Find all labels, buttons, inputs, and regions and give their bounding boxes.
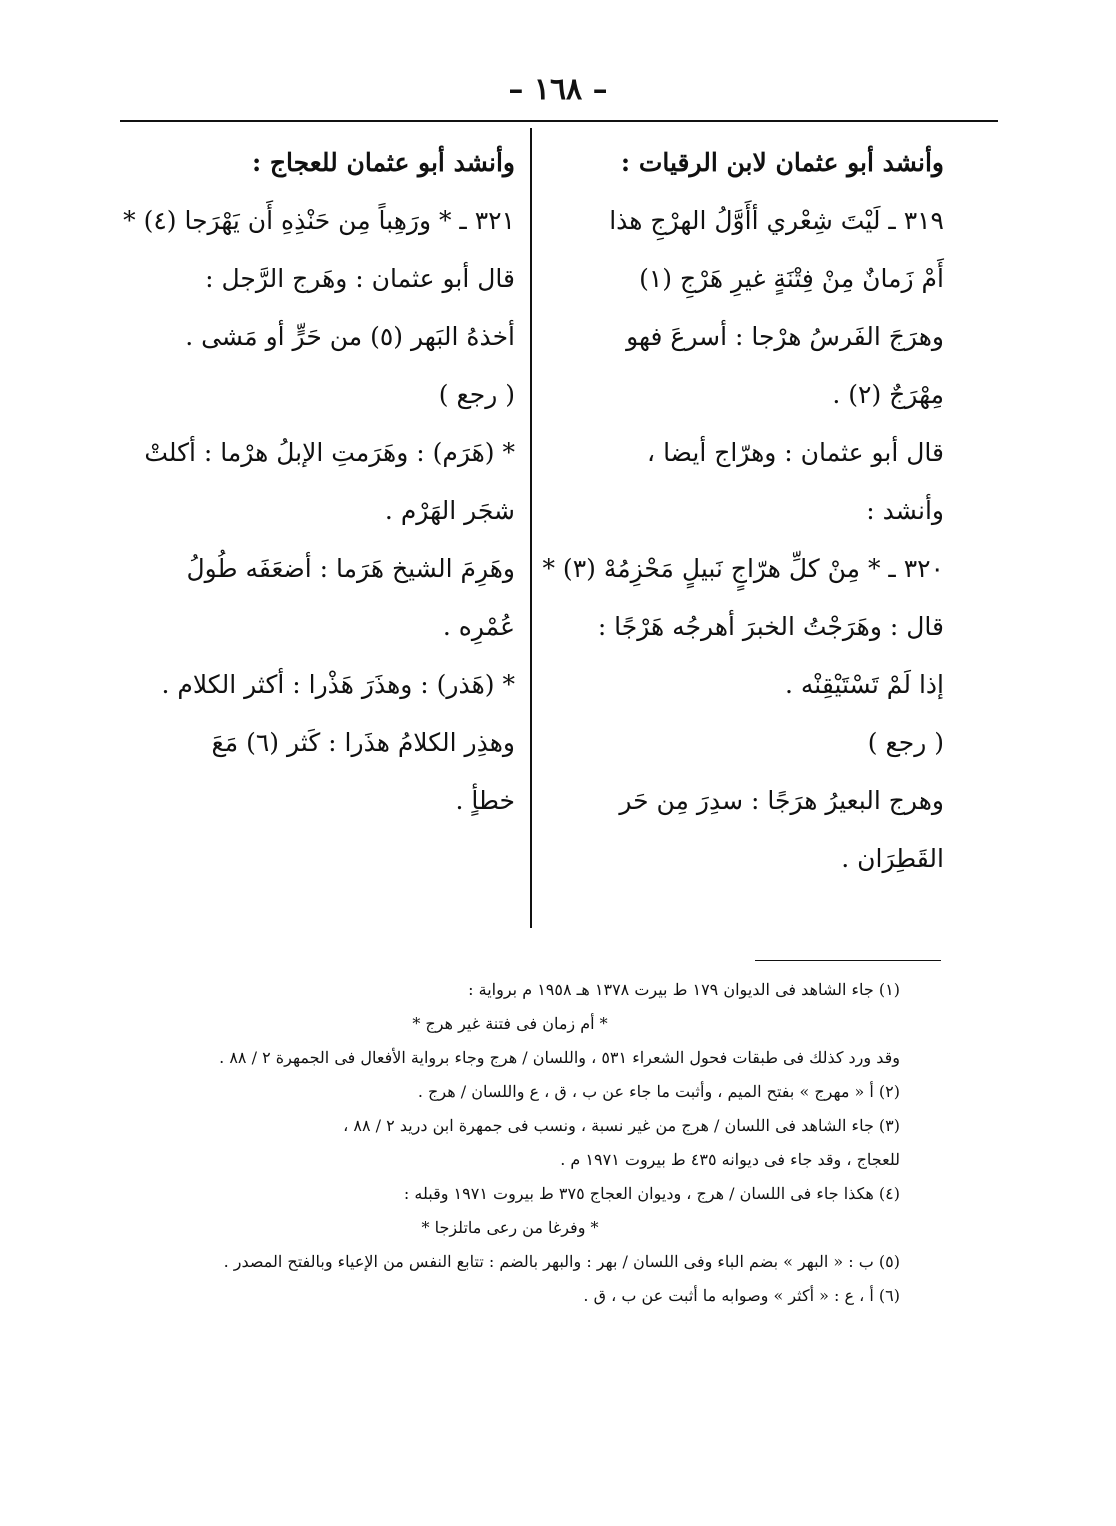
column-divider (530, 128, 532, 928)
text-line: ٣٢٠ ـ * مِنْ كلِّ هرّاجٍ نَبيلٍ مَحْزِمُهْ (٣) * (542, 554, 944, 583)
text-line: قال : وهَرَجْتُ الخبرَ أهرجُه هَرْجًا : (597, 612, 944, 641)
page-number: – ١٦٨ – (508, 72, 608, 107)
footnote: للعجاج ، وقد جاء فى ديوانه ٤٣٥ ط بيروت ١٩٧١ م . (560, 1150, 900, 1169)
text-line: أَمْ زَمانٌ مِنْ فِتْنَةٍ غيرِ هَرْجِ (١) (639, 264, 944, 293)
text-line: عُمْرِه . (442, 612, 515, 641)
footnote: * أم زمان فى فتنة غير هرج * (412, 1014, 608, 1033)
footnote: (٤) هكذا جاء فى اللسان / هرج ، وديوان العجاج ٣٧٥ ط بيروت ١٩٧١ وقبله : (403, 1184, 900, 1203)
text-line: خطأٍ . (455, 786, 515, 815)
header-rule (120, 120, 998, 122)
footnote: (٢) أ « مهرج » بفتح الميم ، وأثبت ما جاء عن ب ، ق ، ع واللسان / هرج . (417, 1082, 900, 1101)
text-line: ٣٢١ ـ * ورَهِباً مِن حَنْذِهِ أَن يَهْرَجا (٤) * (123, 206, 515, 235)
footnote: (١) جاء الشاهد فى الديوان ١٧٩ ط بيرت ١٣٧٨ هـ ١٩٥٨ م برواية : (468, 980, 900, 999)
footnotes (120, 980, 900, 1320)
left-column (125, 150, 515, 846)
text-line: شجَر الهَرْم . (384, 496, 515, 525)
text-line: القَطِرَان . (841, 844, 944, 873)
footnotes-rule (755, 960, 941, 961)
text-line: وأنشد : (866, 496, 944, 525)
text-line: ٣١٩ ـ لَيْتَ شِعْري أأَوَّلُ الهرْجِ هذا (609, 206, 944, 235)
right-column (542, 148, 944, 904)
text-line: وأنشد أبو عثمان للعجاج : (251, 148, 515, 177)
text-line: وهرج البعيرُ هرَجًا : سدِرَ مِن حَر (619, 786, 944, 815)
text-line: وأنشد أبو عثمان لابن الرقيات : (620, 148, 944, 177)
text-line: وهرَجَ الفَرسُ هرْجا : أسرعَ فهو (626, 322, 944, 351)
footnote: * وفرغا من رعى ماتلزجا * (421, 1218, 599, 1237)
text-line: ( رجع ) (867, 728, 944, 757)
text-line: * (هَذر) : وهذَرَ هَذْرا : أكثر الكلام . (161, 670, 515, 699)
footnote: (٥) ب : « البهر » بضم الباء وفى اللسان / بهر : والبهر بالضم : تتابع النفس من الإعياء وبالفتح المصدر . (223, 1252, 900, 1271)
text-line: وهذِر الكلامُ هذَرا : كَثر (٦) مَعَ (211, 728, 515, 757)
text-line: أخذهُ البَهر (٥) من حَرٍّ أو مَشى . (185, 322, 515, 351)
text-line: إذا لَمْ تَسْتَيْقِنْه . (784, 670, 944, 699)
text-line: قال أبو عثمان : وهَرج الرَّجل : (205, 264, 515, 293)
footnote: (٣) جاء الشاهد فى اللسان / هرج من غير نسبة ، ونسب فى جمهرة ابن دريد ٢ / ٨٨ ، (343, 1116, 900, 1135)
text-line: ( رجع ) (438, 380, 515, 409)
footnote: وقد ورد كذلك فى طبقات فحول الشعراء ٥٣١ ، واللسان / هرج وجاء برواية الأفعال فى الجمهرة ٢ / ٨٨ . (219, 1048, 900, 1067)
text-line: مِهْرَجٌ (٢) . (832, 380, 944, 409)
footnote: (٦) أ ، ع : « أكثر » وصوابه ما أثبت عن ب ، ق . (583, 1286, 900, 1305)
text-line: قال أبو عثمان : وهرّاج أيضا ، (647, 438, 944, 467)
text-line: وهَرِمَ الشيخ هَرَما : أضعَفَه طُولُ (186, 554, 515, 583)
text-line: * (هَرَم) : وهَرَمتِ الإبلُ هرْما : أكلتْ (144, 438, 515, 467)
